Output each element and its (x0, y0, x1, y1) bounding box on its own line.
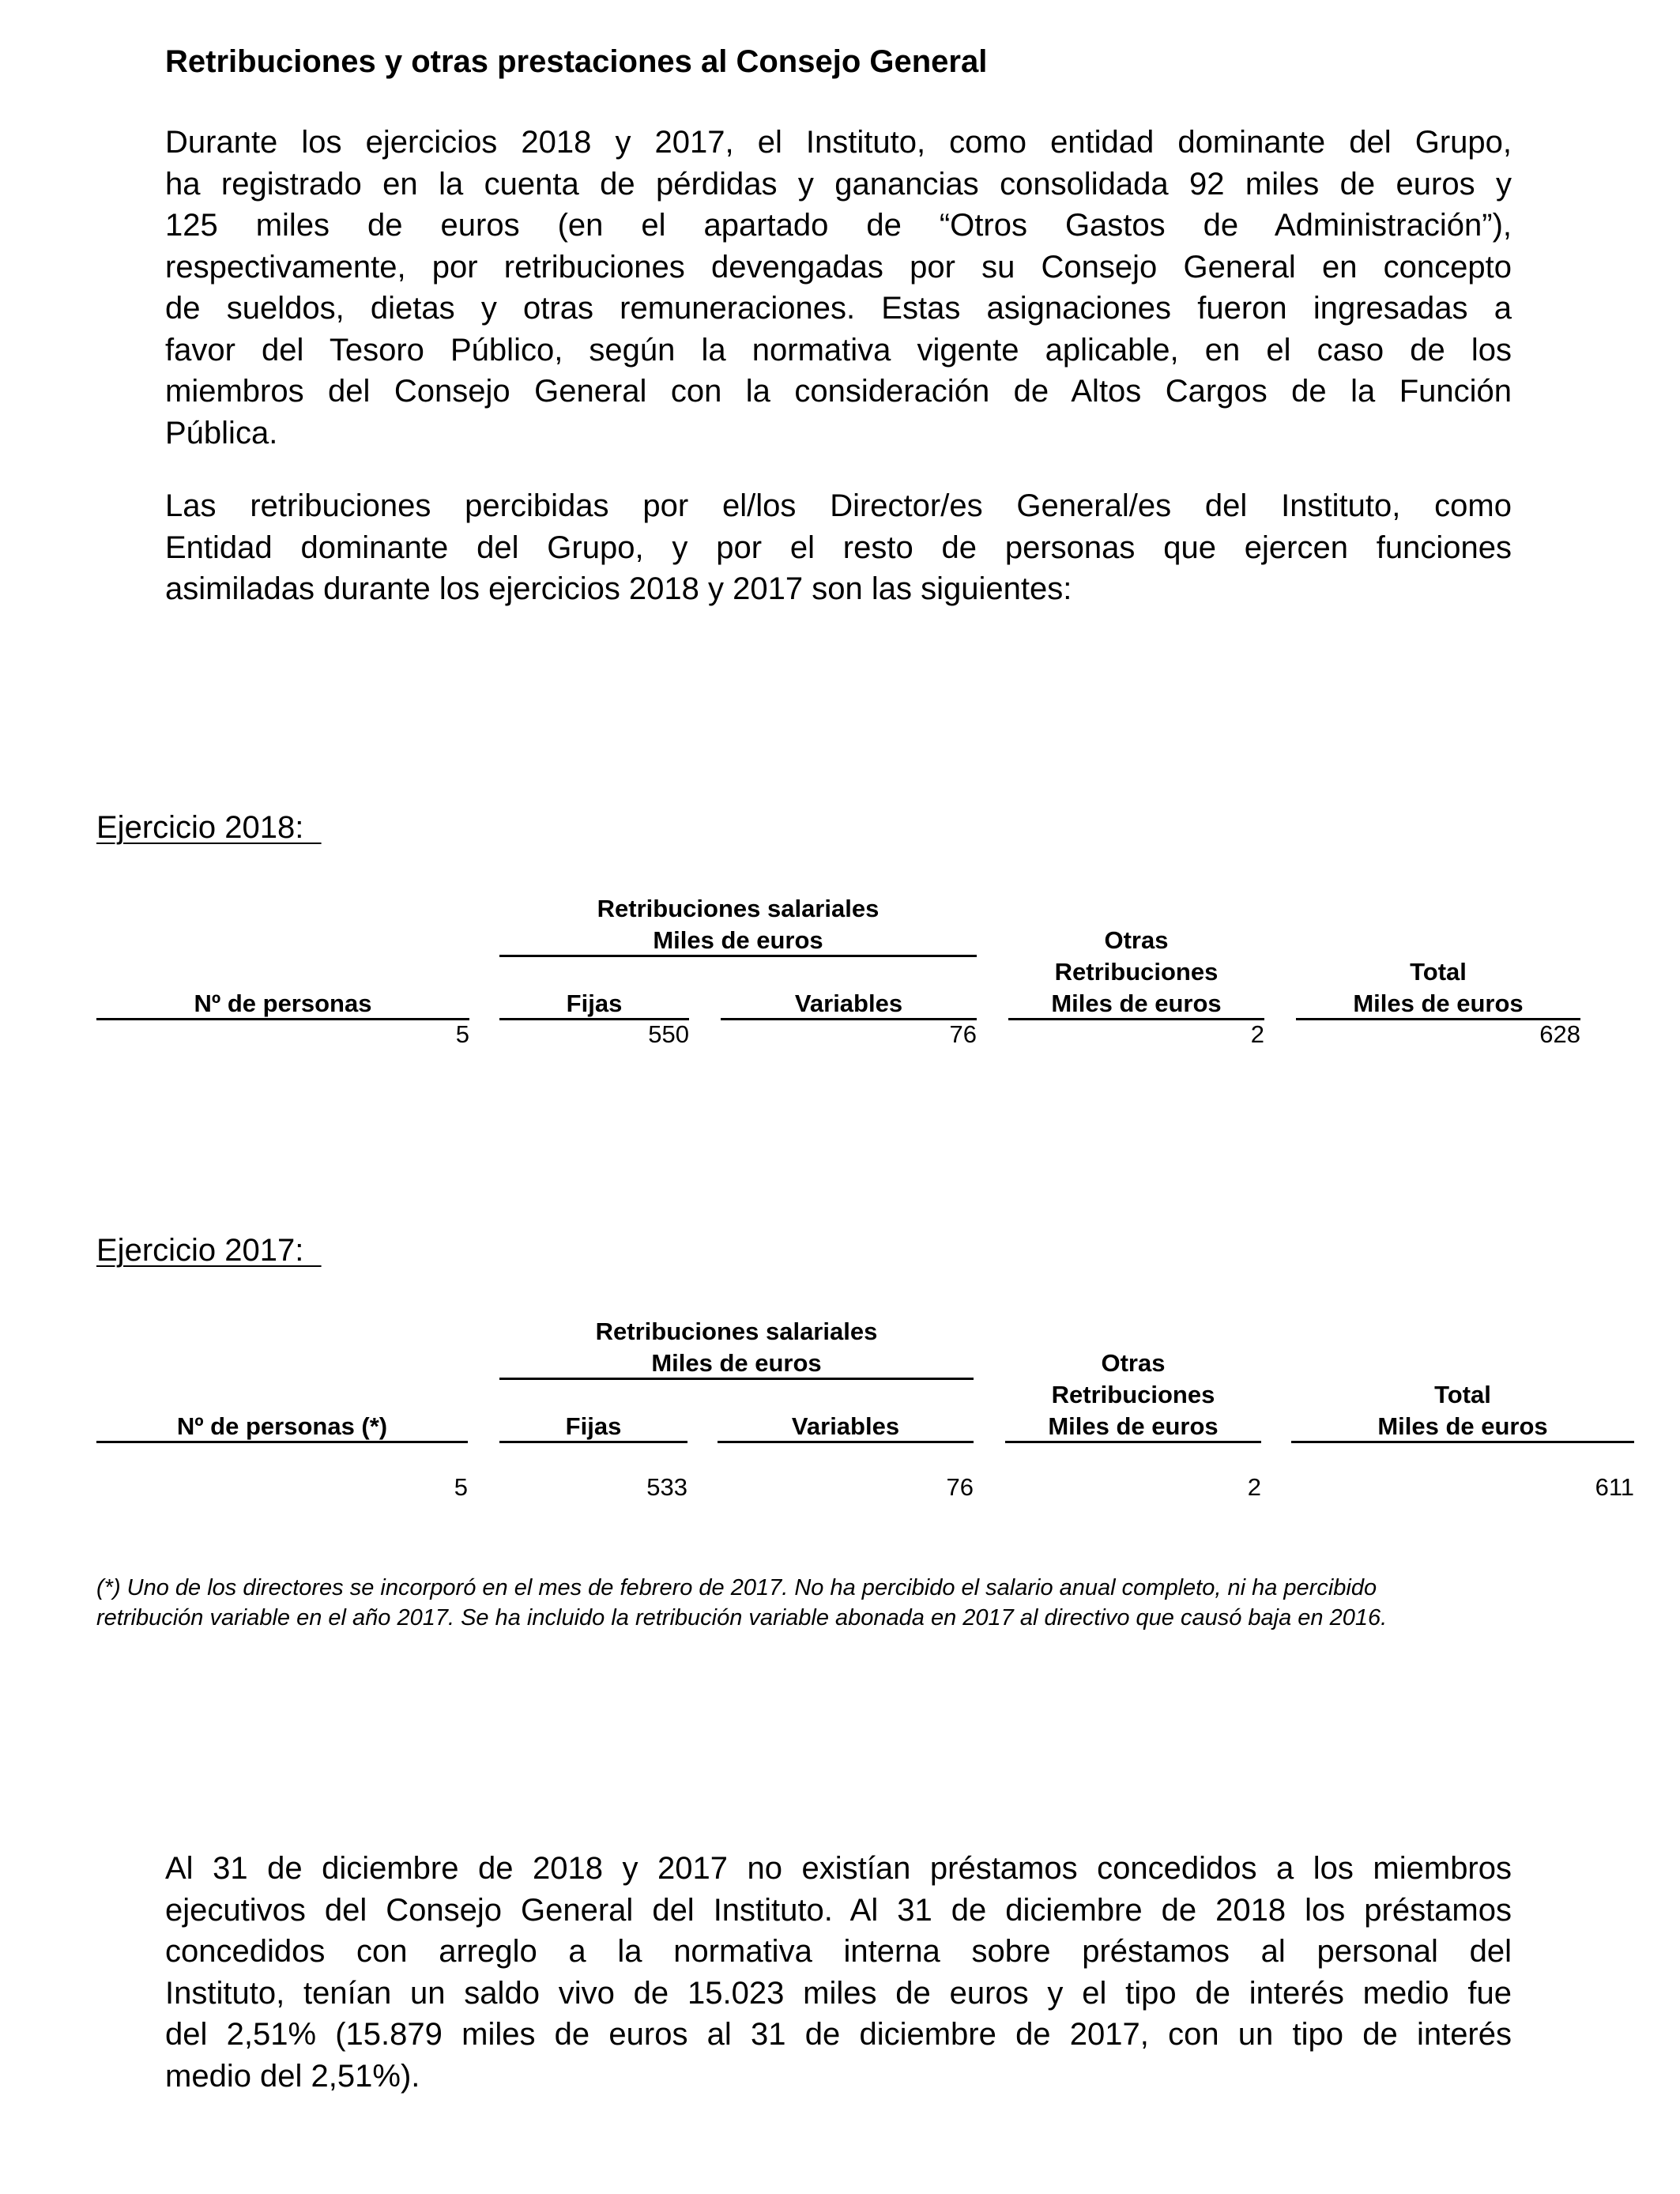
cell-fijas: 550 (648, 1020, 689, 1048)
cell-personas: 5 (455, 1020, 469, 1048)
paragraph-line: respectivamente, por retribuciones devengadas por su Consejo General en concepto (165, 249, 1512, 285)
cell-variables: 76 (949, 1020, 977, 1048)
col-header-personas: Nº de personas (*) (176, 1412, 388, 1440)
group-header: Retribuciones salariales Miles de euros (595, 1318, 878, 1377)
paragraph-consejo-general (165, 122, 1512, 454)
cell-otras: 2 (1247, 1473, 1261, 1501)
header-rule-personas (96, 1441, 468, 1443)
footnote-line: (*) Uno de los directores se incorporó en el mes de febrero de 2017. No ha percibido el salario anual completo, ni ha percibido (96, 1575, 1377, 1600)
header-rule-total (1291, 1441, 1634, 1443)
paragraph-line: 125 miles de euros (en el apartado de “Otros Gastos de Administración”), (165, 208, 1512, 243)
group-header-rule (499, 955, 977, 957)
year-title-2017: Ejercicio 2017: (96, 1233, 322, 1268)
cell-fijas: 533 (646, 1473, 687, 1501)
cell-otras: 2 (1250, 1020, 1264, 1048)
paragraph-line: miembros del Consejo General con la consideración de Altos Cargos de la Función (165, 374, 1512, 409)
col-header-personas: Nº de personas (194, 990, 372, 1017)
paragraph-line: Entidad dominante del Grupo, y por el resto de personas que ejercen funciones (165, 530, 1512, 565)
paragraph-directores (165, 485, 1512, 610)
col-header-total: Total Miles de euros (1353, 958, 1524, 1017)
paragraph-line: de sueldos, dietas y otras remuneraciones. Estas asignaciones fueron ingresadas a (165, 291, 1512, 326)
col-header-fijas: Fijas (565, 1412, 622, 1440)
group-header: Retribuciones salariales Miles de euros (597, 895, 880, 954)
col-header-otras: Otras Retribuciones Miles de euros (1051, 926, 1222, 1017)
header-rule-fijas (499, 1441, 687, 1443)
paragraph-line: concedidos con arreglo a la normativa interna sobre préstamos al personal del (165, 1934, 1512, 1969)
header-rule-variables (718, 1441, 974, 1443)
cell-total: 611 (1595, 1473, 1634, 1501)
paragraph-line: medio del 2,51%). (165, 2058, 420, 2094)
paragraph-line: Durante los ejercicios 2018 y 2017, el Instituto, como entidad dominante del Grupo, (165, 125, 1512, 160)
cell-personas: 5 (454, 1473, 468, 1501)
year-title-2018: Ejercicio 2018: (96, 810, 322, 845)
cell-total: 628 (1539, 1020, 1580, 1048)
paragraph-line: del 2,51% (15.879 miles de euros al 31 de diciembre de 2017, con un tipo de interés (165, 2017, 1512, 2052)
paragraph-line: ejecutivos del Consejo General del Instituto. Al 31 de diciembre de 2018 los préstamos (165, 1892, 1512, 1928)
col-header-variables: Variables (794, 990, 903, 1017)
section-heading: Retribuciones y otras prestaciones al Consejo General (165, 44, 988, 79)
col-header-otras: Otras Retribuciones Miles de euros (1048, 1349, 1219, 1440)
footnote-line: retribución variable en el año 2017. Se ha incluido la retribución variable abonada en 2017 al directivo que causó baja en 2016. (96, 1605, 1388, 1630)
cell-variables: 76 (946, 1473, 974, 1501)
paragraph-line: Instituto, tenían un saldo vivo de 15.023 miles de euros y el tipo de interés medio fue (165, 1975, 1512, 2011)
col-header-fijas: Fijas (566, 990, 623, 1017)
col-header-variables: Variables (791, 1412, 900, 1440)
paragraph-line: Pública. (165, 415, 278, 450)
group-header-rule (499, 1378, 974, 1380)
footnote (96, 1573, 1598, 1633)
col-header-total: Total Miles de euros (1377, 1381, 1548, 1440)
paragraph-line: Las retribuciones percibidas por el/los Director/es General/es del Instituto, como (165, 488, 1512, 523)
paragraph-line: Al 31 de diciembre de 2018 y 2017 no existían préstamos concedidos a los miembros (165, 1851, 1512, 1886)
header-rule-otras (1005, 1441, 1261, 1443)
paragraph-line: ha registrado en la cuenta de pérdidas y ganancias consolidada 92 miles de euros y (165, 166, 1512, 202)
paragraph-prestamos (165, 1848, 1512, 2097)
paragraph-line: favor del Tesoro Público, según la normativa vigente aplicable, en el caso de los (165, 332, 1512, 368)
paragraph-line: asimiladas durante los ejercicios 2018 y 2017 son las siguientes: (165, 571, 1072, 606)
